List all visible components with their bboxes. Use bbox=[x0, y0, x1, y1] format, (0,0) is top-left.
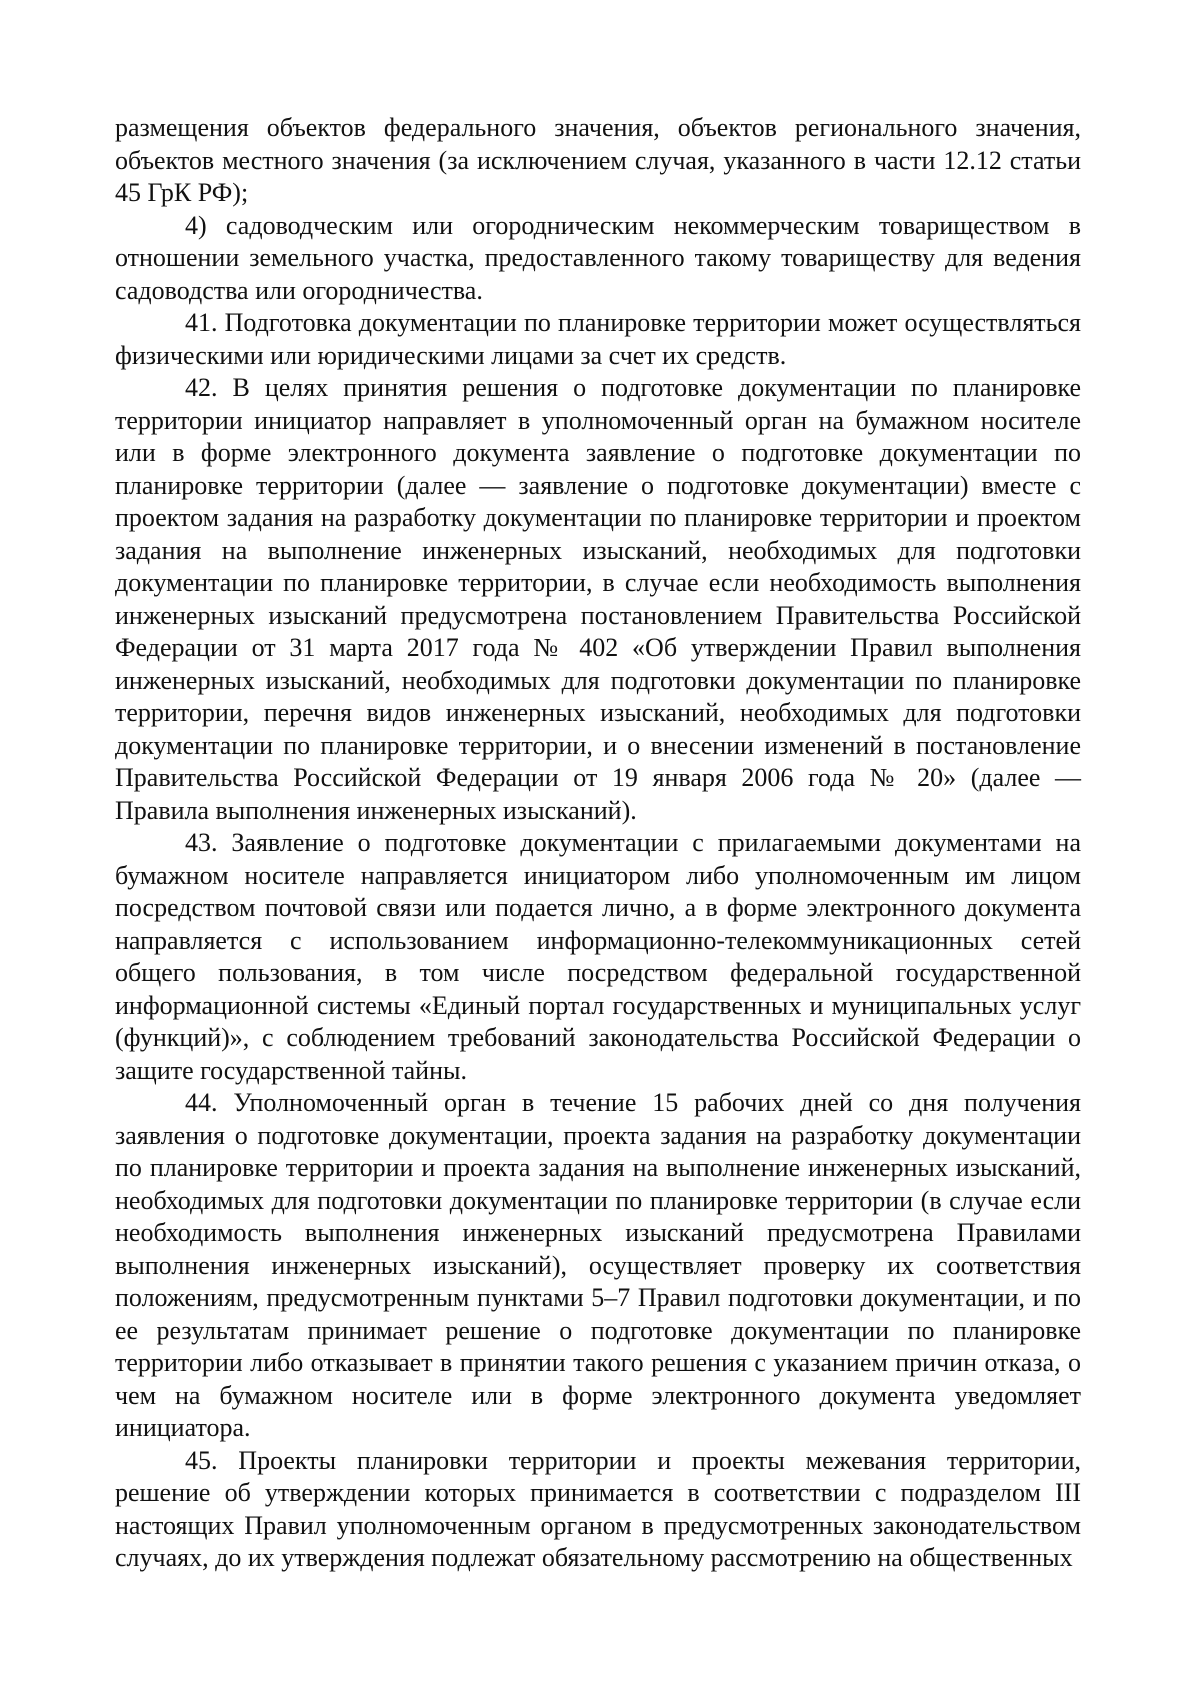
paragraph-45: 45. Проекты планировки территории и проекты межевания территории, решение об утверждении которых принимается в соответствии с подразделом III настоящих Правил уполномоченным органом в предусмотренных законодательством случаях, до их утверждения подлежат обязательному рассмотрению на общественных bbox=[115, 1445, 1081, 1572]
paragraph-43: 43. Заявление о подготовке документации с прилагаемыми документами на бумажном носителе направляется инициатором либо уполномоченным им лицом посредством почтовой связи или подается лично, а в форме электронного документа направляется с использованием информационно-телекоммуникационных сетей общего пользования, в том числе посредством федеральной государственной информационной системы «Единый портал государственных и муниципальных услуг (функций)», с соблюдением требований законодательства Российской Федерации о защите государственной тайны. bbox=[115, 828, 1081, 1085]
paragraph-41: 41. Подготовка документации по планировке территории может осуществляться физическими или юридическими лицами за счет их средств. bbox=[115, 308, 1081, 370]
paragraph-item-4: 4) садоводческим или огородническим некоммерческим товариществом в отношении земельного участка, предоставленного такому товариществу для ведения садоводства или огородничества. bbox=[115, 210, 1081, 305]
paragraph-44: 44. Уполномоченный орган в течение 15 рабочих дней со дня получения заявления о подготовке документации, проекта задания на разработку документации по планировке территории и проекта задания на выполнение инженерных изысканий, необходимых для подготовки документации по планировке территории (в случае если необходимость выполнения инженерных изысканий предусмотрена Правилами выполнения инженерных изысканий), осуществляет проверку их соответствия положениям, предусмотренным пунктами 5–7 Правил подготовки документации, и по ее результатам принимает решение о подготовке документации по планировке территории либо отказывает в принятии такого решения с указанием причин отказа, о чем на бумажном носителе или в форме электронного документа уведомляет инициатора. bbox=[115, 1088, 1081, 1442]
paragraph-continuation: размещения объектов федерального значения, объектов регионального значения, объектов местного значения (за исключением случая, указанного в части 12.12 статьи 45 ГрК РФ); bbox=[115, 113, 1081, 207]
document-body bbox=[115, 112, 1081, 1575]
paragraph-42: 42. В целях принятия решения о подготовке документации по планировке территории инициатор направляет в уполномоченный орган на бумажном носителе или в форме электронного документа заявление о подготовке документации по планировке территории (далее — заявление о подготовке документации) вместе с проектом задания на разработку документации по планировке территории и проектом задания на выполнение инженерных изысканий, необходимых для подготовки документации по планировке территории, в случае если необходимость выполнения инженерных изысканий предусмотрена постановлением Правительства Российской Федерации от 31 марта 2017 года № 402 «Об утверждении Правил выполнения инженерных изысканий, необходимых для подготовки документации по планировке территории, перечня видов инженерных изысканий, необходимых для подготовки документации по планировке территории, и о внесении изменений в постановление Правительства Российской Федерации от 19 января 2006 года № 20» (далее — Правила выполнения инженерных изысканий). bbox=[115, 373, 1081, 825]
